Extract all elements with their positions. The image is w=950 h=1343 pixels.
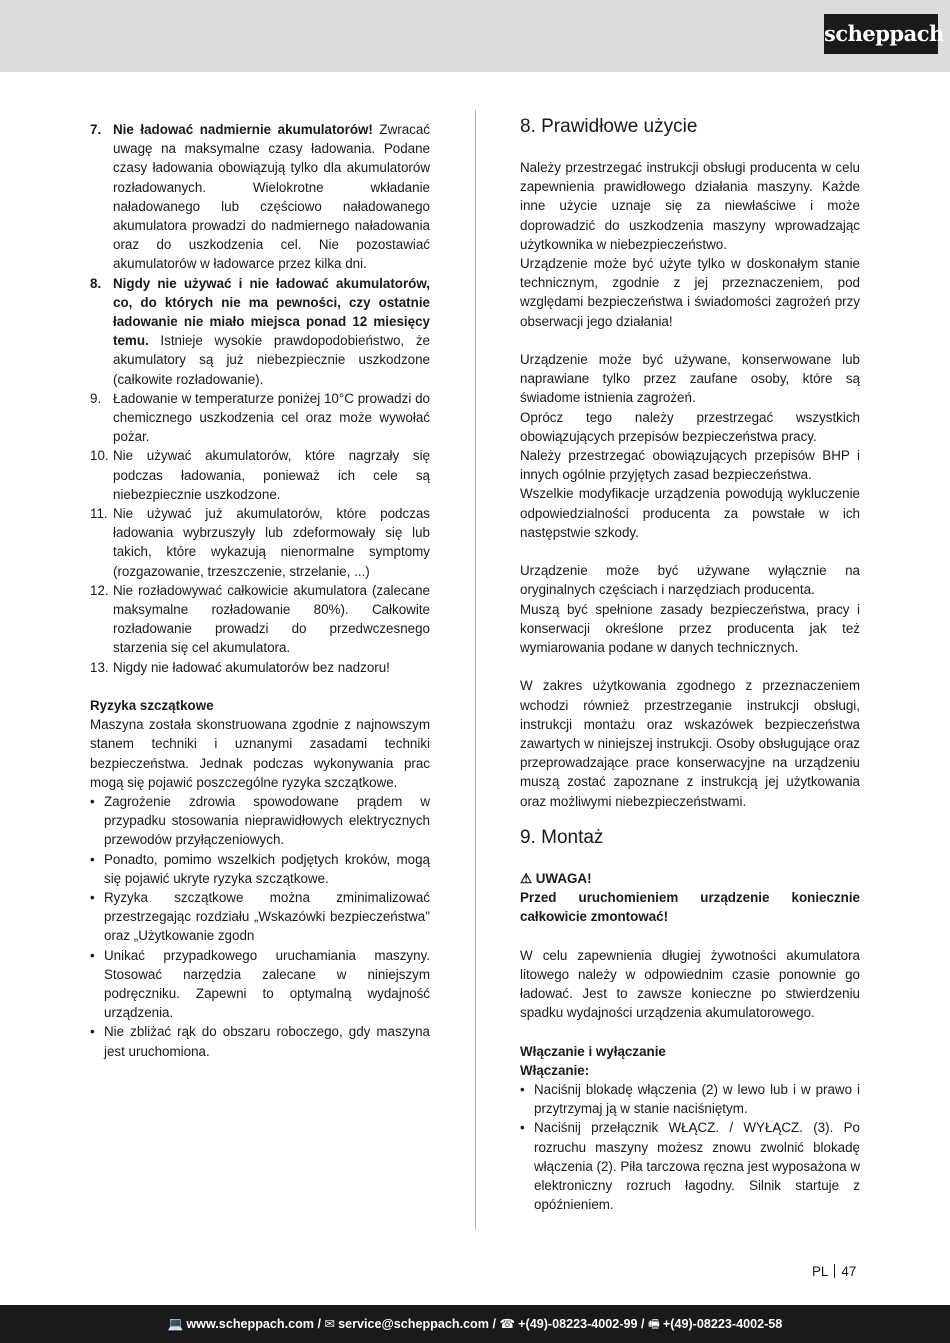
bullet-text: Nie zbliżać rąk do obszaru roboczego, gdy maszyna jest uruchomiona. <box>104 1024 430 1059</box>
residual-risks-text: Maszyna została skonstruowana zgodnie z najnowszym stanem techniki i uznanymi zasadami techniki bezpieczeństwa. Jednak podczas wykonywania prac mogą się pojawić poszczególne ryzyka szczątkowe. <box>90 717 430 790</box>
bullet-item <box>520 1080 860 1118</box>
bullet-icon: • <box>90 851 95 867</box>
bullet-icon: • <box>520 1082 525 1098</box>
section-8-paragraph: Urządzenie może być używane, konserwowane lub naprawiane tylko przez zaufane osoby, które są świadome istnienia zagrożeń. <box>520 352 860 406</box>
list-item <box>90 120 430 274</box>
list-number: 13. <box>90 659 109 675</box>
section-8-paragraph: Należy przestrzegać instrukcji obsługi producenta w celu zapewnienia prawidłowego działania maszyny. Każde inne użycie uznaje się za niewłaściwe i może doprowadzić do uszkodzenia maszyny wprowadzając użytkownika w niebezpieczeństwo. <box>520 160 860 252</box>
phone-icon: ☎ <box>499 1317 516 1331</box>
list-item <box>90 389 430 447</box>
battery-warnings-list <box>90 120 430 677</box>
section-8-paragraph: Muszą być spełnione zasady bezpieczeństwa, pracy i konserwacji określone przez producenta jak też wymiarowania podane w danych technicznych. <box>520 601 860 656</box>
column-divider <box>475 110 476 1230</box>
brand-logo <box>824 14 944 54</box>
list-number: 8. <box>90 275 102 291</box>
footer-band <box>0 1305 950 1343</box>
list-number: 7. <box>90 122 102 137</box>
list-item <box>90 658 430 677</box>
switch-on-subheading: Włączanie: <box>520 1062 590 1078</box>
switch-heading: Włączanie i wyłączanie <box>520 1043 666 1059</box>
bullet-text: Ryzyka szczątkowe można zminimalizować przestrzegając rozdziału „Wskazówki bezpieczeństwa" oraz „Użytkowanie zgodn <box>104 889 430 944</box>
bullet-text: Zagrożenie zdrowia spowodowane prądem w przypadku stosowania nieprawidłowych elektrycznych przewodów przyłączeniowych. <box>104 793 430 848</box>
bullet-item <box>90 1022 430 1060</box>
list-item-text: Nie rozładowywać całkowicie akumulatora (zalecane maksymalne rozładowanie 80%). Całkowite rozładowanie prowadzi do przedwczesnego starzenia się cel akumulatora. <box>113 582 430 656</box>
section-8-paragraph: Należy przestrzegać obowiązujących przepisów BHP i innych ogólnie przyjętych zasad bezpieczeństwa. <box>520 448 860 483</box>
bullet-item <box>90 888 430 946</box>
section-9-title: 9. Montaż <box>520 826 604 848</box>
mail-icon: ✉ <box>324 1317 336 1331</box>
page-number <box>812 1264 856 1279</box>
section-8-paragraph: Wszelkie modyfikacje urządzenia powodują wykluczenie odpowiedzialności producenta za powstałe w ich następstwie szkody. <box>520 486 860 540</box>
bullet-icon: • <box>90 1024 95 1040</box>
header-band <box>0 0 950 72</box>
list-item <box>90 274 430 389</box>
list-item-text: Istnieje wysokie prawdopodobieństwo, że akumulatory są już niebezpiecznie uszkodzone (całkowite rozładowanie). <box>113 333 430 387</box>
left-column <box>90 120 430 1061</box>
page-language: PL <box>812 1264 829 1279</box>
section-8-paragraph: Urządzenie może być używane wyłącznie na oryginalnych częściach i narzędziach producenta. <box>520 563 860 598</box>
list-item-bold: Nie ładować nadmiernie akumulatorów! <box>113 122 373 137</box>
list-item-bold: Nigdy nie używać i nie ładować akumulatorów, co, do których nie ma pewności, czy ostatnie ładowanie nie miało miejsca ponad 12 miesięcy temu. <box>113 275 430 349</box>
brand-logo-text: scheppach <box>824 21 944 46</box>
list-number: 9. <box>90 390 102 406</box>
bullet-text: Naciśnij przełącznik WŁĄCZ. / WYŁĄCZ. (3). Po rozruchu maszyny możesz znowu zwolnić blokadę włączenia (2). Piła tarczowa ręczna jest wyposażona w elektroniczny rozruch łagodny. Silnik startuje z opóźnieniem. <box>534 1120 860 1213</box>
bullet-icon: • <box>90 793 95 809</box>
switch-on-list <box>520 1080 860 1214</box>
list-item-text: Nie używać już akumulatorów, które podczas ładowania wybrzuszyły lub zdeformowały się lub takich, które wykazują nienormalne symptomy (rozgazowanie, trzeszczenie, strzelanie, ...) <box>113 506 430 579</box>
section-8-paragraph: Urządzenie może być użyte tylko w doskonałym stanie technicznym, zgodnie z jej przeznaczeniem, pod względami bezpieczeństwa i świadomości zagrożeń przy obserwacji jego działania! <box>520 256 860 329</box>
section-8-paragraph: W zakres użytkowania zgodnego z przeznaczeniem wchodzi również przestrzeganie instrukcji obsługi, instrukcji montażu oraz wskazówek bezpieczeństwa zawartych w niniejszej instrukcji. Osoby obsługujące oraz przeprowadzające prace konserwacyjne na urządzeniu muszą zostać zapoznane z instrukcją jej użytkowania oraz możliwymi niebezpieczeństwami. <box>520 678 860 809</box>
list-number: 11. <box>90 506 108 522</box>
fax-icon: 🖷 <box>648 1317 660 1331</box>
list-item <box>90 446 430 504</box>
email-link[interactable]: service@scheppach.com / <box>338 1317 496 1331</box>
computer-icon: 💻 <box>167 1317 184 1331</box>
bullet-icon: • <box>90 947 95 963</box>
list-item-text: Ładowanie w temperaturze poniżej 10°C prowadzi do chemicznego uszkodzenia cel oraz może wywołać pożar. <box>113 390 430 445</box>
warning-label: UWAGA! <box>535 870 592 886</box>
list-item-text: Zwracać uwagę na maksymalne czasy ładowania. Podane czasy ładowania obowiązują tylko dla akumulatorów rozładowanych. Wielokrotne wkładanie naładowanego lub częściowo naładowanego akumulatora prowadzi do nadmiernego naładowania oraz do uszkodzenia cel. Nie pozostawiać akumulatorów w ładowarce przez kilka dni. <box>113 122 430 272</box>
list-number: 10. <box>90 448 109 464</box>
bullet-text: Naciśnij blokadę włączenia (2) w lewo lub i w prawo i przytrzymaj ją w stanie naciśniętym. <box>534 1082 860 1117</box>
bullet-item <box>90 792 430 850</box>
list-item-text: Nigdy nie ładować akumulatorów bez nadzoru! <box>113 659 390 675</box>
website-link[interactable]: www.scheppach.com / <box>186 1317 321 1331</box>
bullet-item <box>520 1118 860 1214</box>
warning-heading <box>520 869 860 888</box>
list-item-text: Nie używać akumulatorów, które nagrzały się podczas ładowania, ponieważ ich cele są niebezpiecznie uszkodzone. <box>113 448 430 502</box>
list-number: 12. <box>90 582 109 598</box>
list-item <box>90 504 430 581</box>
residual-risks-heading: Ryzyka szczątkowe <box>90 697 214 713</box>
section-8-paragraph: Oprócz tego należy przestrzegać wszystkich obowiązujących przepisów bezpieczeństwa pracy. <box>520 409 860 444</box>
bullet-item <box>90 850 430 888</box>
warning-triangle-icon: ⚠ <box>520 870 533 886</box>
bullet-text: Unikać przypadkowego uruchamiania maszyny. Stosować narzędzia zalecane w niniejszym podręczniku. Zapewni to optymalną wydajność urządzenia. <box>104 947 430 1021</box>
section-9-paragraph: W celu zapewnienia długiej żywotności akumulatora litowego należy w odpowiednim czasie ponownie go ładować. Jest to zawsze konieczne po stwierdzeniu spadku wydajności urządzenia akumulatorowego. <box>520 947 860 1021</box>
footer-contact <box>0 1305 950 1343</box>
list-item <box>90 581 430 658</box>
residual-risks-list <box>90 792 430 1061</box>
bullet-icon: • <box>90 889 95 905</box>
fax-number: +(49)-08223-4002-58 <box>662 1317 783 1331</box>
page-number-value: 47 <box>841 1264 857 1279</box>
page-number-separator <box>834 1264 835 1278</box>
bullet-text: Ponadto, pomimo wszelkich podjętych kroków, mogą się pojawić ukryte ryzyka szczątkowe. <box>104 851 430 886</box>
right-column <box>520 114 860 1214</box>
phone-number: +(49)-08223-4002-99 / <box>518 1317 645 1331</box>
bullet-item <box>90 946 430 1023</box>
bullet-icon: • <box>520 1120 525 1136</box>
warning-text: Przed uruchomieniem urządzenie koniecznie całkowicie zmontować! <box>520 890 860 925</box>
section-8-title: 8. Prawidłowe użycie <box>520 116 698 137</box>
